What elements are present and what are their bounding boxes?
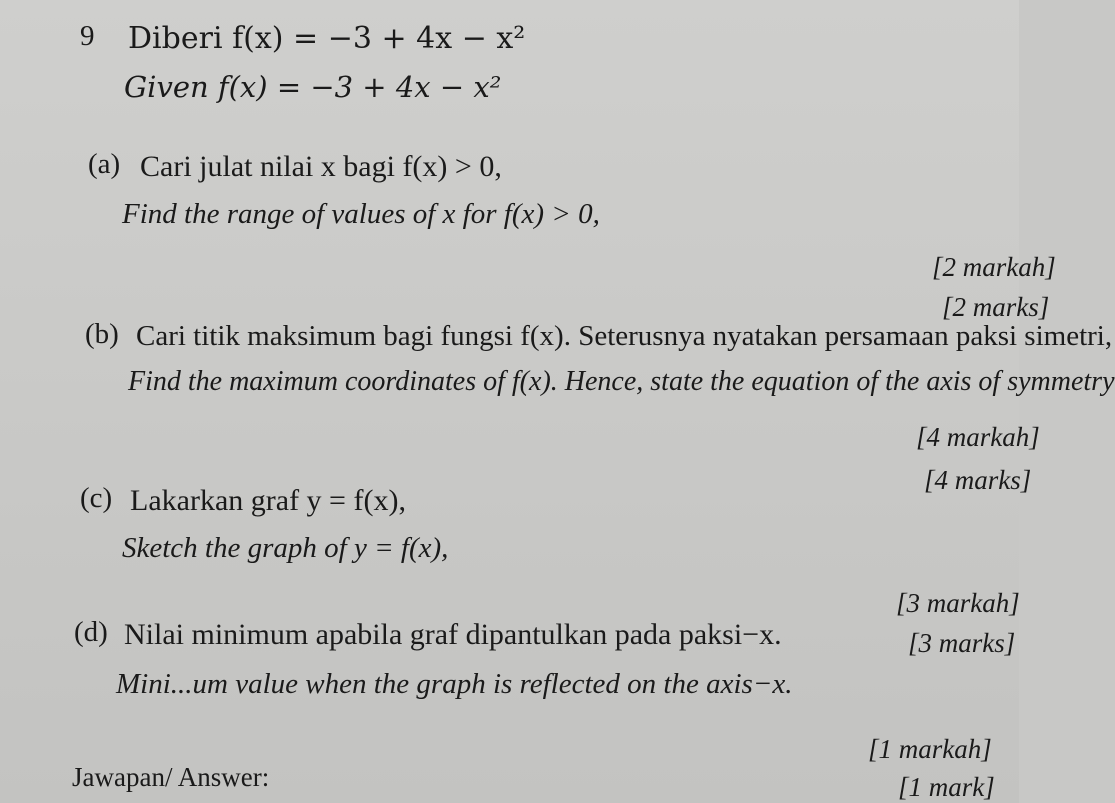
part-a-marks-ms: [2 markah]: [932, 252, 1056, 282]
part-d-marks-en: [1 mark]: [898, 772, 995, 802]
part-d-label: (d): [74, 616, 108, 648]
part-d-ms: Nilai minimum apabila graf dipantulkan pada paksi−x.: [124, 618, 782, 651]
part-a-ms: Cari julat nilai x bagi f(x) > 0,: [140, 150, 502, 183]
part-b-en: Find the maximum coordinates of f(x). Hence, state the equation of the axis of symmetry: [128, 366, 1115, 397]
answer-label: Jawapan/ Answer:: [72, 762, 270, 792]
part-a-marks-en: [2 marks]: [942, 292, 1050, 322]
part-a-label: (a): [88, 148, 121, 180]
part-c-marks-en: [3 marks]: [908, 628, 1016, 658]
part-b-ms: Cari titik maksimum bagi fungsi f(x). Seterusnya nyatakan persamaan paksi simetri,: [136, 320, 1113, 352]
part-b-marks-ms: [4 markah]: [916, 422, 1040, 452]
part-c-ms: Lakarkan graf y = f(x),: [130, 484, 406, 517]
part-d-en: Mini...um value when the graph is reflected on the axis−x.: [116, 668, 793, 700]
intro-en: Given f(x) = −3 + 4x − x²: [124, 70, 502, 104]
part-b-marks-en: [4 marks]: [924, 465, 1032, 495]
part-c-marks-ms: [3 markah]: [896, 588, 1020, 618]
intro-ms: Diberi f(x) = −3 + 4x − x²: [128, 21, 526, 56]
part-d-marks-ms: [1 markah]: [868, 734, 992, 764]
part-b-label: (b): [85, 318, 119, 350]
part-c-label: (c): [80, 482, 113, 514]
question-number: 9: [80, 20, 95, 52]
part-a-en: Find the range of values of x for f(x) > 0,: [122, 198, 600, 230]
part-c-en: Sketch the graph of y = f(x),: [122, 532, 449, 564]
